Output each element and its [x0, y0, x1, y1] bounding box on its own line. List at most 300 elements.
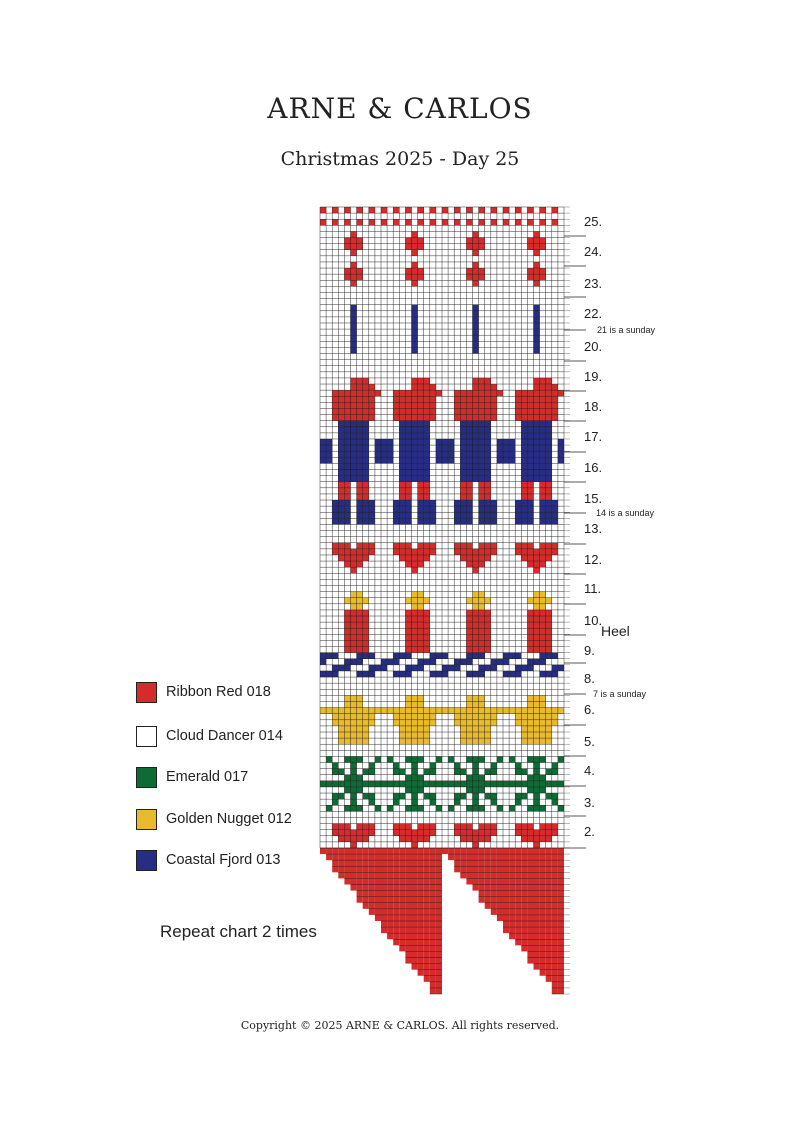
chart-cell: [558, 457, 564, 463]
chart-cell: [412, 329, 418, 335]
toe-cell: [381, 927, 387, 933]
chart-cell: [375, 390, 381, 396]
chart-cell: [521, 830, 527, 836]
chart-cell: [424, 433, 430, 439]
chart-cell: [424, 726, 430, 732]
chart-cell: [527, 714, 533, 720]
chart-cell: [448, 756, 454, 762]
chart-cell: [479, 396, 485, 402]
toe-cell: [424, 939, 430, 945]
chart-cell: [460, 439, 466, 445]
toe-cell: [509, 854, 515, 860]
toe-cell: [405, 866, 411, 872]
chart-cell: [338, 390, 344, 396]
toe-cell: [503, 927, 509, 933]
toe-cell: [369, 897, 375, 903]
chart-cell: [473, 335, 479, 341]
toe-cell: [338, 872, 344, 878]
chart-cell: [430, 390, 436, 396]
toe-cell: [540, 854, 546, 860]
chart-cell: [521, 463, 527, 469]
chart-cell: [515, 396, 521, 402]
chart-cell: [430, 781, 436, 787]
chart-cell: [540, 402, 546, 408]
chart-cell: [540, 415, 546, 421]
chart-cell: [424, 396, 430, 402]
chart-cell: [363, 830, 369, 836]
chart-cell: [357, 396, 363, 402]
toe-cell: [412, 866, 418, 872]
chart-cell: [546, 708, 552, 714]
chart-cell: [418, 640, 424, 646]
toe-cell: [363, 866, 369, 872]
toe-cell: [412, 939, 418, 945]
chart-cell: [515, 720, 521, 726]
chart-cell: [460, 518, 466, 524]
chart-cell: [351, 451, 357, 457]
toe-cell: [546, 945, 552, 951]
chart-cell: [473, 262, 479, 268]
chart-cell: [351, 763, 357, 769]
chart-cell: [363, 714, 369, 720]
chart-cell: [515, 207, 521, 213]
toe-cell: [546, 927, 552, 933]
chart-cell: [375, 756, 381, 762]
chart-cell: [534, 567, 540, 573]
chart-cell: [552, 671, 558, 677]
chart-cell: [338, 518, 344, 524]
chart-cell: [454, 763, 460, 769]
chart-cell: [546, 622, 552, 628]
chart-cell: [381, 207, 387, 213]
toe-cell: [521, 891, 527, 897]
chart-cell: [418, 494, 424, 500]
chart-cell: [357, 470, 363, 476]
chart-cell: [357, 384, 363, 390]
chart-cell: [527, 415, 533, 421]
chart-cell: [460, 714, 466, 720]
toe-cell: [399, 927, 405, 933]
chart-cell: [351, 280, 357, 286]
chart-cell: [534, 622, 540, 628]
chart-cell: [412, 701, 418, 707]
chart-cell: [436, 653, 442, 659]
chart-cell: [344, 268, 350, 274]
chart-cell: [503, 659, 509, 665]
chart-cell: [485, 488, 491, 494]
chart-cell: [448, 708, 454, 714]
chart-cell: [405, 439, 411, 445]
chart-cell: [540, 427, 546, 433]
chart-cell: [412, 231, 418, 237]
toe-cell: [491, 866, 497, 872]
chart-cell: [540, 396, 546, 402]
chart-cell: [393, 671, 399, 677]
chart-cell: [412, 384, 418, 390]
chart-cell: [485, 616, 491, 622]
chart-cell: [540, 433, 546, 439]
toe-cell: [418, 939, 424, 945]
chart-cell: [344, 830, 350, 836]
chart-cell: [454, 714, 460, 720]
chart-cell: [503, 439, 509, 445]
chart-cell: [357, 830, 363, 836]
chart-cell: [485, 622, 491, 628]
toe-cell: [332, 860, 338, 866]
chart-cell: [405, 634, 411, 640]
toe-cell: [338, 866, 344, 872]
chart-cell: [460, 415, 466, 421]
toe-cell: [405, 909, 411, 915]
chart-cell: [418, 470, 424, 476]
chart-cell: [473, 439, 479, 445]
chart-cell: [448, 781, 454, 787]
chart-cell: [466, 836, 472, 842]
legend-label: Ribbon Red 018: [166, 684, 271, 700]
chart-cell: [540, 506, 546, 512]
chart-cell: [527, 494, 533, 500]
toe-cell: [436, 976, 442, 982]
chart-cell: [351, 701, 357, 707]
chart-cell: [540, 653, 546, 659]
chart-cell: [460, 769, 466, 775]
chart-cell: [466, 640, 472, 646]
chart-cell: [491, 390, 497, 396]
chart-cell: [363, 494, 369, 500]
chart-cell: [320, 445, 326, 451]
chart-cell: [424, 720, 430, 726]
legend-label: Emerald 017: [166, 769, 249, 785]
chart-cell: [393, 543, 399, 549]
chart-cell: [540, 488, 546, 494]
toe-cell: [424, 897, 430, 903]
chart-cell: [344, 402, 350, 408]
chart-cell: [418, 708, 424, 714]
toe-cell: [381, 866, 387, 872]
chart-cell: [460, 494, 466, 500]
chart-cell: [412, 476, 418, 482]
toe-cell: [527, 958, 533, 964]
chart-cell: [448, 665, 454, 671]
chart-cell: [534, 390, 540, 396]
chart-cell: [534, 763, 540, 769]
toe-cell: [552, 854, 558, 860]
chart-cell: [534, 451, 540, 457]
toe-cell: [381, 872, 387, 878]
toe-cell: [399, 933, 405, 939]
chart-cell: [436, 708, 442, 714]
toe-cell: [485, 854, 491, 860]
chart-cell: [485, 402, 491, 408]
toe-cell: [558, 945, 564, 951]
chart-cell: [473, 640, 479, 646]
legend-swatch: [136, 850, 157, 871]
chart-cell: [424, 738, 430, 744]
chart-cell: [479, 268, 485, 274]
chart-cell: [454, 396, 460, 402]
chart-cell: [534, 402, 540, 408]
chart-cell: [521, 769, 527, 775]
chart-cell: [357, 457, 363, 463]
chart-cell: [540, 738, 546, 744]
chart-cell: [479, 647, 485, 653]
chart-cell: [534, 616, 540, 622]
toe-cell: [558, 909, 564, 915]
day-label: 6.: [584, 702, 595, 717]
toe-cell: [430, 866, 436, 872]
toe-cell: [442, 848, 448, 854]
toe-cell: [558, 921, 564, 927]
chart-cell: [540, 714, 546, 720]
chart-cell: [540, 628, 546, 634]
toe-cell: [558, 878, 564, 884]
chart-cell: [454, 518, 460, 524]
chart-cell: [320, 659, 326, 665]
chart-cell: [479, 512, 485, 518]
toe-cell: [558, 854, 564, 860]
chart-cell: [460, 427, 466, 433]
toe-cell: [534, 964, 540, 970]
toe-cell: [552, 897, 558, 903]
chart-cell: [479, 402, 485, 408]
toe-cell: [375, 866, 381, 872]
toe-cell: [485, 878, 491, 884]
chart-cell: [485, 433, 491, 439]
chart-cell: [527, 482, 533, 488]
chart-cell: [466, 274, 472, 280]
toe-cell: [412, 909, 418, 915]
toe-cell: [399, 854, 405, 860]
chart-cell: [546, 830, 552, 836]
chart-cell: [405, 628, 411, 634]
chart-cell: [491, 708, 497, 714]
chart-cell: [357, 518, 363, 524]
chart-cell: [546, 390, 552, 396]
chart-cell: [540, 701, 546, 707]
chart-cell: [473, 738, 479, 744]
chart-cell: [338, 738, 344, 744]
chart-cell: [418, 836, 424, 842]
chart-cell: [344, 470, 350, 476]
chart-cell: [479, 445, 485, 451]
chart-cell: [509, 445, 515, 451]
toe-cell: [534, 854, 540, 860]
toe-cell: [351, 872, 357, 878]
chart-cell: [351, 610, 357, 616]
toe-cell: [381, 921, 387, 927]
chart-cell: [527, 695, 533, 701]
toe-cell: [546, 872, 552, 878]
chart-cell: [357, 720, 363, 726]
chart-cell: [369, 781, 375, 787]
toe-cell: [393, 878, 399, 884]
toe-cell: [509, 878, 515, 884]
toe-cell: [540, 891, 546, 897]
chart-cell: [405, 671, 411, 677]
toe-cell: [436, 909, 442, 915]
chart-cell: [552, 506, 558, 512]
sunday-note: 21 is a sunday: [597, 325, 656, 335]
chart-cell: [546, 653, 552, 659]
chart-cell: [351, 396, 357, 402]
chart-cell: [344, 408, 350, 414]
chart-cell: [540, 482, 546, 488]
chart-cell: [546, 384, 552, 390]
chart-cell: [479, 836, 485, 842]
chart-cell: [509, 756, 515, 762]
chart-cell: [357, 543, 363, 549]
chart-cell: [521, 433, 527, 439]
chart-cell: [375, 457, 381, 463]
chart-cell: [418, 488, 424, 494]
toe-cell: [357, 878, 363, 884]
toe-cell: [381, 885, 387, 891]
toe-cell: [418, 872, 424, 878]
chart-cell: [418, 775, 424, 781]
chart-cell: [460, 793, 466, 799]
chart-cell: [399, 476, 405, 482]
chart-cell: [399, 781, 405, 787]
chart-cell: [436, 671, 442, 677]
chart-cell: [527, 659, 533, 665]
chart-cell: [466, 610, 472, 616]
chart-cell: [393, 408, 399, 414]
chart-cell: [418, 268, 424, 274]
chart-cell: [418, 787, 424, 793]
toe-cell: [503, 903, 509, 909]
chart-cell: [491, 714, 497, 720]
chart-cell: [338, 732, 344, 738]
chart-cell: [424, 836, 430, 842]
chart-cell: [497, 451, 503, 457]
toe-cell: [418, 951, 424, 957]
chart-cell: [405, 836, 411, 842]
toe-cell: [552, 970, 558, 976]
chart-cell: [418, 415, 424, 421]
chart-cell: [351, 463, 357, 469]
chart-cell: [509, 781, 515, 787]
chart-cell: [454, 408, 460, 414]
chart-cell: [473, 793, 479, 799]
toe-cell: [405, 903, 411, 909]
chart-cell: [466, 634, 472, 640]
toe-cell: [540, 897, 546, 903]
chart-cell: [485, 598, 491, 604]
chart-cell: [454, 659, 460, 665]
chart-cell: [527, 665, 533, 671]
chart-cell: [540, 500, 546, 506]
chart-cell: [424, 427, 430, 433]
chart-cell: [326, 671, 332, 677]
toe-cell: [460, 872, 466, 878]
chart-cell: [546, 512, 552, 518]
chart-cell: [412, 451, 418, 457]
chart-cell: [357, 622, 363, 628]
chart-cell: [479, 457, 485, 463]
toe-cell: [332, 848, 338, 854]
toe-cell: [369, 878, 375, 884]
chart-cell: [405, 219, 411, 225]
chart-cell: [527, 824, 533, 830]
chart-cell: [454, 506, 460, 512]
chart-cell: [412, 799, 418, 805]
chart-cell: [473, 604, 479, 610]
chart-cell: [393, 708, 399, 714]
chart-cell: [412, 305, 418, 311]
chart-cell: [515, 793, 521, 799]
chart-cell: [454, 415, 460, 421]
chart-cell: [466, 555, 472, 561]
toe-cell: [479, 897, 485, 903]
chart-cell: [344, 433, 350, 439]
chart-cell: [534, 470, 540, 476]
chart-cell: [338, 470, 344, 476]
chart-cell: [405, 506, 411, 512]
chart-cell: [363, 781, 369, 787]
chart-cell: [473, 653, 479, 659]
chart-cell: [466, 439, 472, 445]
toe-cell: [558, 958, 564, 964]
chart-cell: [357, 439, 363, 445]
toe-cell: [436, 848, 442, 854]
chart-cell: [405, 598, 411, 604]
chart-cell: [534, 647, 540, 653]
chart-cell: [332, 781, 338, 787]
toe-cell: [454, 866, 460, 872]
chart-cell: [552, 714, 558, 720]
chart-cell: [497, 659, 503, 665]
chart-cell: [357, 610, 363, 616]
chart-cell: [546, 793, 552, 799]
toe-cell: [381, 848, 387, 854]
chart-cell: [466, 787, 472, 793]
chart-cell: [405, 488, 411, 494]
chart-cell: [473, 720, 479, 726]
chart-cell: [430, 384, 436, 390]
chart-cell: [454, 543, 460, 549]
chart-cell: [466, 427, 472, 433]
toe-cell: [381, 860, 387, 866]
chart-cell: [466, 415, 472, 421]
day-label: 19.: [584, 369, 603, 384]
toe-cell: [424, 921, 430, 927]
toe-cell: [540, 878, 546, 884]
toe-cell: [479, 872, 485, 878]
toe-cell: [369, 903, 375, 909]
chart-cell: [424, 512, 430, 518]
chart-cell: [552, 518, 558, 524]
chart-cell: [473, 610, 479, 616]
chart-cell: [405, 720, 411, 726]
toe-cell: [430, 939, 436, 945]
chart-cell: [534, 592, 540, 598]
chart-cell: [405, 714, 411, 720]
chart-cell: [418, 659, 424, 665]
chart-cell: [466, 732, 472, 738]
toe-cell: [375, 909, 381, 915]
chart-cell: [521, 824, 527, 830]
chart-cell: [412, 842, 418, 848]
toe-cell: [546, 964, 552, 970]
toe-cell: [418, 848, 424, 854]
chart-cell: [405, 518, 411, 524]
chart-cell: [418, 647, 424, 653]
chart-cell: [515, 402, 521, 408]
chart-cell: [521, 494, 527, 500]
chart-cell: [485, 421, 491, 427]
toe-cell: [418, 866, 424, 872]
chart-cell: [521, 714, 527, 720]
